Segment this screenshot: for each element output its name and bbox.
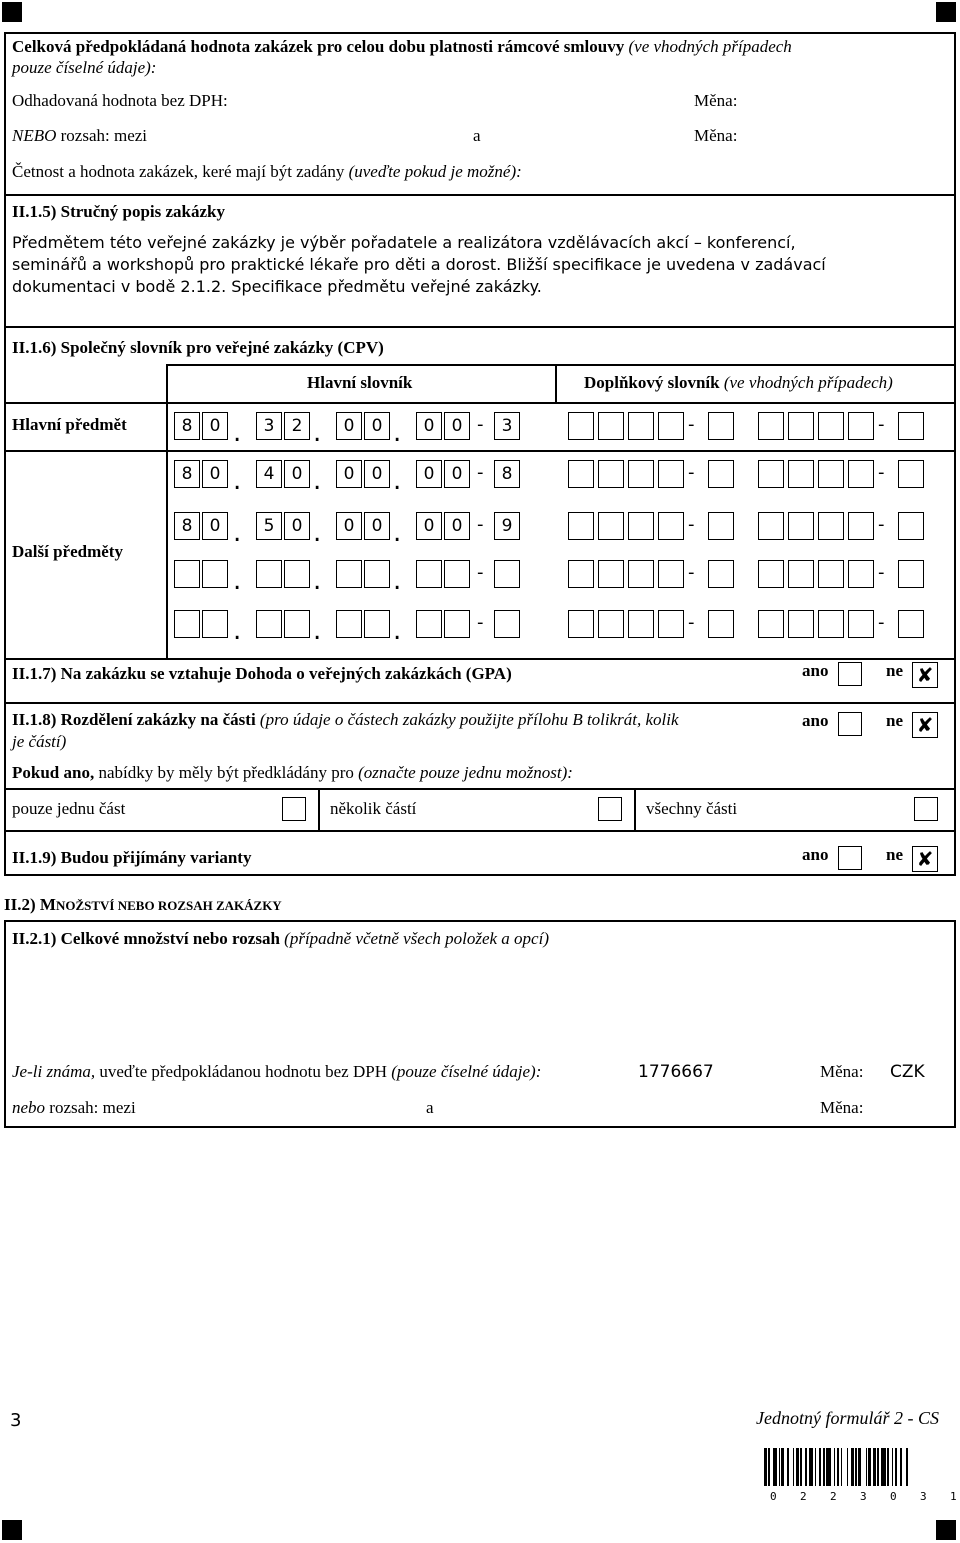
supp-vocab-box[interactable]	[848, 412, 874, 440]
section-22-heading: II.2) MNOŽSTVÍ NEBO ROZSAH ZAKÁZKY	[4, 895, 282, 914]
supp-vocab-box[interactable]	[598, 560, 624, 588]
cpv-digit-box[interactable]	[336, 610, 362, 638]
supp-vocab-box[interactable]	[758, 412, 784, 440]
barcode-bar	[900, 1448, 901, 1486]
variants-yes-checkbox[interactable]	[838, 846, 862, 870]
supp-vocab-box[interactable]	[658, 560, 684, 588]
cpv-digit-box[interactable]: 4	[256, 460, 282, 488]
barcode-bar	[868, 1448, 871, 1486]
barcode-bar	[779, 1448, 780, 1486]
variants-yes-label: ano	[802, 845, 829, 864]
cpv-dot-separator: .	[393, 418, 402, 448]
cpv-digit-box[interactable]: 0	[364, 412, 390, 440]
cpv-dot-separator: .	[233, 616, 242, 646]
barcode-bar	[887, 1448, 888, 1486]
lots-option-divider-2	[634, 788, 636, 830]
variants-no-checkbox[interactable]: ✘	[912, 846, 938, 872]
page-number: 3	[10, 1410, 22, 1431]
cpv-dot-separator: .	[313, 466, 322, 496]
known-currency-label: Měna:	[820, 1062, 864, 1081]
supp-vocab-box[interactable]	[708, 512, 734, 540]
supp-vocab-box[interactable]	[788, 610, 814, 638]
registration-mark-top-left	[2, 2, 22, 22]
supp-vocab-box[interactable]	[628, 512, 654, 540]
gpa-yes-label: ano	[802, 661, 829, 680]
cpv-dot-separator: .	[313, 418, 322, 448]
section-219-heading: II.1.9) Budou přijímány varianty	[12, 848, 252, 867]
cpv-digit-box[interactable]	[416, 560, 442, 588]
option-all-lots-checkbox[interactable]	[914, 797, 938, 821]
supp-dash-separator: -	[878, 612, 885, 633]
cpv-digit-box[interactable]	[284, 610, 310, 638]
barcode-bar	[877, 1448, 878, 1486]
supp-vocab-box[interactable]	[758, 512, 784, 540]
barcode-bar	[855, 1448, 856, 1486]
cpv-digit-box[interactable]	[256, 560, 282, 588]
barcode-bar	[764, 1448, 767, 1486]
section-215-heading: II.1.5) Stručný popis zakázky	[12, 202, 226, 221]
cpv-digit-box[interactable]	[494, 560, 520, 588]
barcode-bar	[815, 1448, 816, 1486]
range-label: NEBO rozsah: mezi	[12, 126, 148, 145]
supp-vocab-box[interactable]	[758, 560, 784, 588]
range-between-and: a	[426, 1098, 434, 1117]
supp-dash-separator: -	[688, 612, 695, 633]
barcode-bar	[768, 1448, 769, 1486]
supp-dash-separator: -	[878, 462, 885, 483]
lots-yes-checkbox[interactable]	[838, 712, 862, 736]
known-value: 1776667	[638, 1062, 714, 1082]
option-one-lot-checkbox[interactable]	[282, 797, 306, 821]
lots-option-divider-1	[318, 788, 320, 830]
range-currency-label: Měna:	[694, 126, 738, 145]
supp-vocab-box[interactable]	[818, 560, 844, 588]
cpv-digit-box[interactable]: 0	[202, 460, 228, 488]
barcode-digit: 3	[920, 1490, 927, 1503]
if-yes-text: Pokud ano, nabídky by měly být předkládány pro (označte pouze jednu možnost):	[12, 763, 573, 782]
barcode-bar	[773, 1448, 777, 1486]
cpv-digit-box[interactable]: 0	[444, 460, 470, 488]
supp-vocab-label: Doplňkový slovník (ve vhodných případech)	[584, 373, 893, 392]
cpv-digit-box[interactable]: 8	[174, 460, 200, 488]
cpv-digit-box[interactable]	[444, 610, 470, 638]
barcode-bar	[881, 1448, 885, 1486]
cpv-digit-box[interactable]: 9	[494, 512, 520, 540]
cpv-digit-box[interactable]: 0	[336, 512, 362, 540]
barcode-digit: 0	[770, 1490, 777, 1503]
cpv-dot-separator: .	[313, 616, 322, 646]
section-216-heading: II.1.6) Společný slovník pro veřejné zakázky (CPV)	[12, 338, 384, 357]
supp-vocab-box[interactable]	[818, 412, 844, 440]
barcode-bar	[858, 1448, 861, 1486]
cpv-dot-separator: .	[233, 466, 242, 496]
supp-vocab-box[interactable]	[898, 512, 924, 540]
cpv-vocab-divider	[555, 364, 557, 404]
supp-vocab-box[interactable]	[898, 412, 924, 440]
barcode-bar	[834, 1448, 835, 1486]
lots-options-divider	[4, 788, 956, 790]
supp-vocab-box[interactable]	[658, 460, 684, 488]
cpv-dash-separator: -	[477, 414, 484, 435]
supp-dash-separator: -	[878, 414, 885, 435]
cpv-digit-box[interactable]: 8	[494, 460, 520, 488]
barcode-bar	[800, 1448, 801, 1486]
cpv-digit-box[interactable]	[444, 560, 470, 588]
supp-vocab-box[interactable]	[848, 610, 874, 638]
cpv-digit-box[interactable]	[174, 560, 200, 588]
lots-yes-label: ano	[802, 711, 829, 730]
registration-mark-bottom-left	[2, 1520, 22, 1540]
supp-vocab-box[interactable]	[788, 412, 814, 440]
option-several-lots-label: několik částí	[330, 799, 417, 818]
barcode-bar	[866, 1448, 867, 1486]
supp-vocab-box[interactable]	[628, 610, 654, 638]
cpv-digit-box[interactable]	[202, 560, 228, 588]
known-currency-value: CZK	[890, 1062, 925, 1082]
supp-vocab-box[interactable]	[898, 560, 924, 588]
description-line-1: Předmětem této veřejné zakázky je výběr pořadatele a realizátora vzdělávacích akcí – konferencí,	[12, 233, 796, 252]
barcode-bar	[826, 1448, 830, 1486]
cpv-main-divider	[4, 450, 956, 452]
cpv-dash-separator: -	[477, 514, 484, 535]
option-all-lots-label: všechny části	[646, 799, 738, 818]
option-one-lot-label: pouze jednu část	[12, 799, 126, 818]
cpv-dash-separator: -	[477, 562, 484, 583]
supp-vocab-box[interactable]	[848, 512, 874, 540]
cpv-digit-box[interactable]	[284, 560, 310, 588]
cpv-digit-box[interactable]: 0	[444, 512, 470, 540]
barcode-digit: 1	[950, 1490, 957, 1503]
cpv-dot-separator: .	[313, 518, 322, 548]
supp-vocab-box[interactable]	[568, 610, 594, 638]
cpv-digit-box[interactable]	[364, 610, 390, 638]
cpv-digit-box[interactable]	[202, 610, 228, 638]
cpv-dot-separator: .	[233, 518, 242, 548]
frequency-label: Četnost a hodnota zakázek, keré mají být zadány (uveďte pokud je možné):	[12, 162, 522, 181]
section-218-heading: II.1.8) Rozdělení zakázky na části (pro údaje o částech zakázky použijte přílohu B tolikrát, kolik	[12, 710, 679, 729]
description-line-3: dokumentaci v bodě 2.1.2. Specifikace předmětu veřejné zakázky.	[12, 277, 542, 296]
range-and-label: a	[473, 126, 481, 145]
barcode-bar	[906, 1448, 907, 1486]
supp-vocab-box[interactable]	[758, 460, 784, 488]
supp-vocab-box[interactable]	[788, 460, 814, 488]
variants-no-label: ne	[886, 845, 903, 864]
registration-mark-bottom-right	[936, 1520, 956, 1540]
barcode-bar	[805, 1448, 808, 1486]
barcode-digit: 2	[800, 1490, 807, 1503]
option-several-lots-checkbox[interactable]	[598, 797, 622, 821]
supp-vocab-box[interactable]	[598, 460, 624, 488]
supp-vocab-box[interactable]	[628, 460, 654, 488]
supp-vocab-box[interactable]	[708, 412, 734, 440]
barcode-bar	[851, 1448, 854, 1486]
supp-vocab-box[interactable]	[628, 412, 654, 440]
cpv-digit-box[interactable]: 5	[256, 512, 282, 540]
cpv-dot-separator: .	[313, 566, 322, 596]
barcode-bar	[781, 1448, 784, 1486]
barcode-bar	[809, 1448, 813, 1486]
lots-no-label: ne	[886, 711, 903, 730]
registration-mark-top-right	[936, 2, 956, 22]
supp-vocab-box[interactable]	[658, 412, 684, 440]
cpv-digit-box[interactable]: 3	[256, 412, 282, 440]
total-value-label: Celková předpokládaná hodnota zakázek pro celou dobu platnosti rámcové smlouvy (ve vhodných případech	[12, 37, 792, 56]
cpv-digit-box[interactable]: 2	[284, 412, 310, 440]
cpv-digit-box[interactable]	[336, 560, 362, 588]
gpa-no-label: ne	[886, 661, 903, 680]
supp-vocab-box[interactable]	[568, 512, 594, 540]
main-subject-label: Hlavní předmět	[12, 415, 127, 434]
supp-vocab-box[interactable]	[658, 512, 684, 540]
barcode-digit: 0	[890, 1490, 897, 1503]
supp-vocab-box[interactable]	[708, 560, 734, 588]
lots-no-checkbox[interactable]: ✘	[912, 712, 938, 738]
supp-vocab-box[interactable]	[568, 412, 594, 440]
barcode-bar	[873, 1448, 876, 1486]
section-221-heading: II.2.1) Celkové množství nebo rozsah (případně včetně všech položek a opcí)	[12, 929, 549, 948]
cpv-digit-box[interactable]: 3	[494, 412, 520, 440]
barcode-bar	[847, 1448, 848, 1486]
cpv-digit-box[interactable]: 0	[284, 460, 310, 488]
barcode-digit: 3	[860, 1490, 867, 1503]
supp-vocab-box[interactable]	[708, 610, 734, 638]
barcode-bar	[892, 1448, 893, 1486]
main-vocab-label: Hlavní slovník	[307, 373, 413, 392]
barcode-bar	[823, 1448, 824, 1486]
cpv-digit-box[interactable]	[256, 610, 282, 638]
range-currency-label: Měna:	[820, 1098, 864, 1117]
supp-vocab-box[interactable]	[568, 560, 594, 588]
section-218-note: je částí)	[12, 732, 67, 751]
form-name: Jednotný formulář 2 - CS	[756, 1408, 939, 1428]
supp-vocab-box[interactable]	[818, 460, 844, 488]
supp-dash-separator: -	[688, 562, 695, 583]
supp-vocab-box[interactable]	[598, 512, 624, 540]
supp-vocab-box[interactable]	[818, 610, 844, 638]
barcode-bar	[787, 1448, 788, 1486]
cpv-digit-box[interactable]	[494, 610, 520, 638]
supp-vocab-box[interactable]	[658, 610, 684, 638]
cpv-header-top	[166, 364, 956, 366]
barcode-bar	[819, 1448, 820, 1486]
cpv-digit-box[interactable]: 0	[284, 512, 310, 540]
supp-vocab-box[interactable]	[898, 610, 924, 638]
cpv-digit-box[interactable]: 0	[444, 412, 470, 440]
cpv-digit-box[interactable]: 0	[202, 412, 228, 440]
cpv-label-column-divider	[166, 364, 168, 658]
supp-dash-separator: -	[878, 562, 885, 583]
cpv-dash-separator: -	[477, 462, 484, 483]
cpv-dot-separator: .	[393, 518, 402, 548]
barcode-bar	[837, 1448, 840, 1486]
supp-dash-separator: -	[878, 514, 885, 535]
cpv-dash-separator: -	[477, 612, 484, 633]
gpa-yes-checkbox[interactable]	[838, 662, 862, 686]
supp-vocab-box[interactable]	[598, 610, 624, 638]
section-221-frame	[4, 920, 956, 1128]
description-line-2: seminářů a workshopů pro praktické lékaře pro děti a dorost. Bližší specifikace je uvedena v zadávací	[12, 255, 826, 274]
cpv-digit-box[interactable]: 8	[174, 512, 200, 540]
cpv-digit-box[interactable]: 0	[202, 512, 228, 540]
cpv-digit-box[interactable]	[416, 610, 442, 638]
cpv-dot-separator: .	[393, 466, 402, 496]
cpv-digit-box[interactable]	[364, 560, 390, 588]
cpv-digit-box[interactable]: 0	[416, 460, 442, 488]
supp-vocab-box[interactable]	[598, 412, 624, 440]
cpv-dot-separator: .	[393, 566, 402, 596]
cpv-dot-separator: .	[233, 566, 242, 596]
other-subjects-label: Další předměty	[12, 542, 123, 561]
supp-vocab-box[interactable]	[788, 560, 814, 588]
cpv-digit-box[interactable]	[174, 610, 200, 638]
barcode-bar	[796, 1448, 799, 1486]
range-between-label: nebo rozsah: mezi	[12, 1098, 136, 1117]
cpv-digit-box[interactable]: 0	[364, 460, 390, 488]
cpv-digit-box[interactable]: 0	[416, 512, 442, 540]
supp-vocab-box[interactable]	[818, 512, 844, 540]
supp-vocab-box[interactable]	[898, 460, 924, 488]
supp-vocab-box[interactable]	[788, 512, 814, 540]
cpv-digit-box[interactable]: 0	[336, 412, 362, 440]
supp-dash-separator: -	[688, 462, 695, 483]
known-value-label: Je-li známa, uveďte předpokládanou hodnotu bez DPH (pouze číselné údaje):	[12, 1062, 542, 1081]
cpv-dot-separator: .	[233, 418, 242, 448]
supp-vocab-box[interactable]	[758, 610, 784, 638]
supp-vocab-box[interactable]	[848, 460, 874, 488]
cpv-dot-separator: .	[393, 616, 402, 646]
section-217-heading: II.1.7) Na zakázku se vztahuje Dohoda o veřejných zakázkách (GPA)	[12, 664, 512, 683]
supp-dash-separator: -	[688, 514, 695, 535]
cpv-header-divider	[4, 402, 956, 404]
supp-vocab-box[interactable]	[848, 560, 874, 588]
supp-vocab-box[interactable]	[568, 460, 594, 488]
supp-vocab-box[interactable]	[708, 460, 734, 488]
cpv-digit-box[interactable]: 0	[364, 512, 390, 540]
total-value-note: pouze číselné údaje):	[12, 58, 157, 77]
cpv-digit-box[interactable]: 8	[174, 412, 200, 440]
cpv-digit-box[interactable]: 0	[336, 460, 362, 488]
currency-label: Měna:	[694, 91, 738, 110]
barcode-bar	[895, 1448, 898, 1486]
gpa-no-checkbox[interactable]: ✘	[912, 662, 938, 688]
barcode	[764, 1448, 958, 1506]
cpv-digit-box[interactable]: 0	[416, 412, 442, 440]
supp-vocab-box[interactable]	[628, 560, 654, 588]
estimated-value-label: Odhadovaná hodnota bez DPH:	[12, 91, 228, 110]
barcode-bar	[841, 1448, 842, 1486]
barcode-bar	[793, 1448, 794, 1486]
barcode-digit: 2	[830, 1490, 837, 1503]
supp-dash-separator: -	[688, 414, 695, 435]
